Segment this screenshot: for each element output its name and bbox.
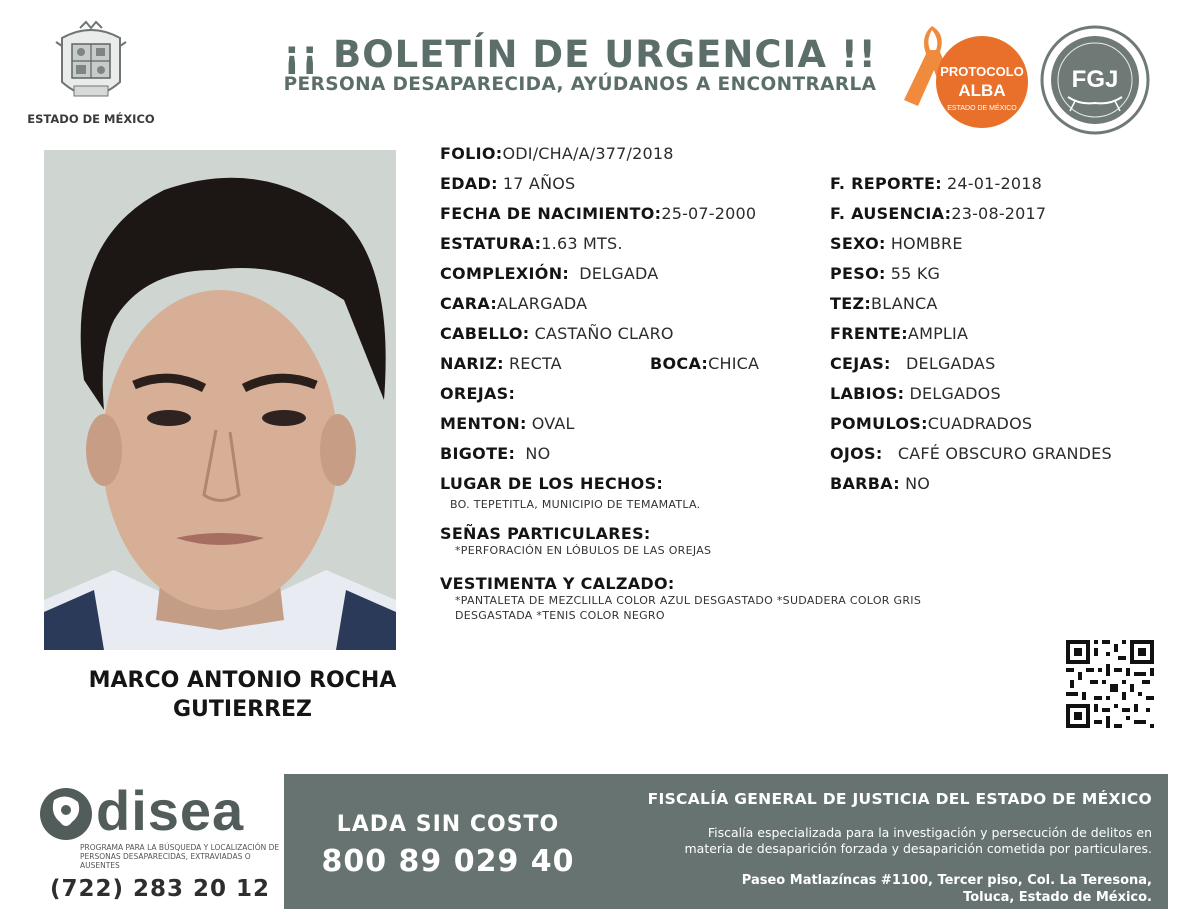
field-folio	[440, 144, 674, 164]
odisea-phone[interactable]: (722) 283 20 12	[49, 876, 271, 902]
field-edad	[440, 174, 575, 194]
field-cabello-label: CABELLO:	[440, 324, 530, 343]
field-complexion-label: COMPLEXIÓN:	[440, 264, 570, 283]
field-barba	[830, 474, 930, 494]
field-pomulos	[830, 414, 1032, 434]
field-menton	[440, 414, 575, 434]
field-folio-label: FOLIO:	[440, 144, 503, 163]
field-cejas	[830, 354, 995, 374]
field-barba-label: BARBA:	[830, 474, 900, 493]
field-f-ausencia-label: F. AUSENCIA:	[830, 204, 952, 223]
field-boca-label: BOCA:	[650, 354, 709, 373]
field-complexion-value: DELGADA	[579, 264, 659, 283]
odisea-description: PROGRAMA PARA LA BÚSQUEDA Y LOCALIZACIÓN DE PERSONAS DESAPARECIDAS, EXTRAVIADAS O AUSENTES	[80, 843, 280, 870]
field-cara-value: ALARGADA	[497, 294, 588, 313]
field-estatura	[440, 234, 623, 254]
field-edad-label: EDAD:	[440, 174, 498, 193]
field-cara-label: CARA:	[440, 294, 498, 313]
field-vestimenta-value-line2: DESGASTADA *TENIS COLOR NEGRO	[455, 609, 665, 622]
field-frente	[830, 324, 968, 344]
fgj-seal-logo	[1040, 25, 1150, 135]
field-estatura-value: 1.63 MTS.	[541, 234, 623, 253]
agency-address-line1: Paseo Matlazíncas #1100, Tercer piso, Col. La Teresona,	[741, 873, 1152, 888]
agency-address	[600, 872, 1152, 906]
field-lugar-hechos	[440, 474, 663, 494]
state-caption: ESTADO DE MÉXICO	[27, 112, 155, 126]
field-ojos-value: CAFÉ OBSCURO GRANDES	[897, 444, 1112, 463]
bulletin-subtitle: PERSONA DESAPARECIDA, AYÚDANOS A ENCONTRARLA	[283, 74, 877, 95]
field-tez	[830, 294, 938, 314]
field-boca	[650, 354, 759, 374]
person-name-line2: GUTIERREZ	[172, 697, 312, 722]
field-sexo-label: SEXO:	[830, 234, 886, 253]
field-lugar-hechos-label: LUGAR DE LOS HECHOS:	[440, 474, 664, 493]
field-labios	[830, 384, 1001, 404]
field-senas-label: SEÑAS PARTICULARES:	[440, 524, 651, 543]
field-menton-value: OVAL	[531, 414, 575, 433]
person-name-line1: MARCO ANTONIO ROCHA	[88, 668, 397, 693]
field-f-ausencia-value: 23-08-2017	[951, 204, 1047, 223]
field-peso-label: PESO:	[830, 264, 886, 283]
person-name	[40, 666, 445, 724]
field-bigote-value: NO	[525, 444, 551, 463]
agency-description-line1: Fiscalía especializada para la investigación y persecución de delitos en	[707, 825, 1152, 840]
protocolo-alba-logo	[900, 20, 1030, 132]
field-bigote	[440, 444, 550, 464]
lada-label: LADA SIN COSTO	[336, 812, 560, 837]
field-labios-value: DELGADOS	[909, 384, 1001, 403]
field-folio-value: ODI/CHA/A/377/2018	[502, 144, 674, 163]
field-ojos-label: OJOS:	[830, 444, 883, 463]
field-complexion	[440, 264, 658, 284]
field-orejas	[440, 384, 515, 404]
field-tez-value: BLANCA	[871, 294, 938, 313]
field-pomulos-value: CUADRADOS	[927, 414, 1033, 433]
field-cara	[440, 294, 587, 314]
field-barba-value: NO	[905, 474, 931, 493]
alba-line3: ESTADO DE MÉXICO	[947, 105, 1017, 112]
field-peso	[830, 264, 940, 284]
alba-line2: ALBA	[958, 81, 1006, 100]
field-lugar-hechos-value: BO. TEPETITLA, MUNICIPIO DE TEMAMATLA.	[450, 498, 701, 511]
field-cejas-label: CEJAS:	[830, 354, 891, 373]
field-vestimenta-label: VESTIMENTA Y CALZADO:	[440, 574, 675, 593]
field-fecha-nacimiento-label: FECHA DE NACIMIENTO:	[440, 204, 662, 223]
field-frente-value: AMPLIA	[907, 324, 969, 343]
field-bigote-label: BIGOTE:	[440, 444, 516, 463]
field-fecha-nacimiento-value: 25-07-2000	[661, 204, 757, 223]
field-orejas-label: OREJAS:	[440, 384, 516, 403]
estado-de-mexico-coat-of-arms-logo	[50, 20, 132, 110]
field-f-reporte	[830, 174, 1042, 194]
field-nariz-label: NARIZ:	[440, 354, 504, 373]
field-nariz-value: RECTA	[508, 354, 562, 373]
field-fecha-nacimiento	[440, 204, 756, 224]
agency-title: FISCALÍA GENERAL DE JUSTICIA DEL ESTADO DE MÉXICO	[647, 790, 1152, 808]
odisea-wordmark: disea	[96, 779, 245, 842]
odisea-map-pin-icon	[36, 786, 100, 848]
fgj-text: FGJ	[1071, 66, 1119, 93]
field-boca-value: CHICA	[708, 354, 760, 373]
agency-address-line2: Toluca, Estado de México.	[963, 890, 1152, 905]
bulletin-title: ¡¡ BOLETÍN DE URGENCIA !!	[283, 33, 877, 76]
missing-person-photo	[44, 150, 396, 650]
field-vestimenta	[440, 574, 675, 594]
field-f-reporte-label: F. REPORTE:	[830, 174, 942, 193]
field-cabello	[440, 324, 674, 344]
alba-line1: PROTOCOLO	[940, 64, 1024, 79]
qr-code[interactable]	[1064, 638, 1156, 730]
field-f-reporte-value: 24-01-2018	[947, 174, 1043, 193]
field-cabello-value: CASTAÑO CLARO	[534, 324, 674, 343]
field-sexo	[830, 234, 963, 254]
field-cejas-value: DELGADAS	[906, 354, 996, 373]
field-labios-label: LABIOS:	[830, 384, 905, 403]
agency-description-line2: materia de desaparición forzada y desaparición cometida por particulares.	[684, 841, 1152, 856]
field-estatura-label: ESTATURA:	[440, 234, 542, 253]
field-menton-label: MENTON:	[440, 414, 527, 433]
field-senas-value: *PERFORACIÓN EN LÓBULOS DE LAS OREJAS	[455, 544, 712, 557]
field-frente-label: FRENTE:	[830, 324, 908, 343]
field-edad-value: 17 AÑOS	[502, 174, 576, 193]
field-vestimenta-value-line1: *PANTALETA DE MEZCLILLA COLOR AZUL DESGASTADO *SUDADERA COLOR GRIS	[455, 594, 922, 607]
lada-phone-number[interactable]: 800 89 029 40	[321, 844, 575, 879]
field-pomulos-label: POMULOS:	[830, 414, 928, 433]
field-peso-value: 55 KG	[890, 264, 941, 283]
field-tez-label: TEZ:	[830, 294, 872, 313]
field-f-ausencia	[830, 204, 1046, 224]
field-sexo-value: HOMBRE	[890, 234, 963, 253]
field-nariz	[440, 354, 562, 374]
agency-description	[600, 825, 1152, 857]
field-ojos	[830, 444, 1112, 464]
field-senas	[440, 524, 651, 544]
